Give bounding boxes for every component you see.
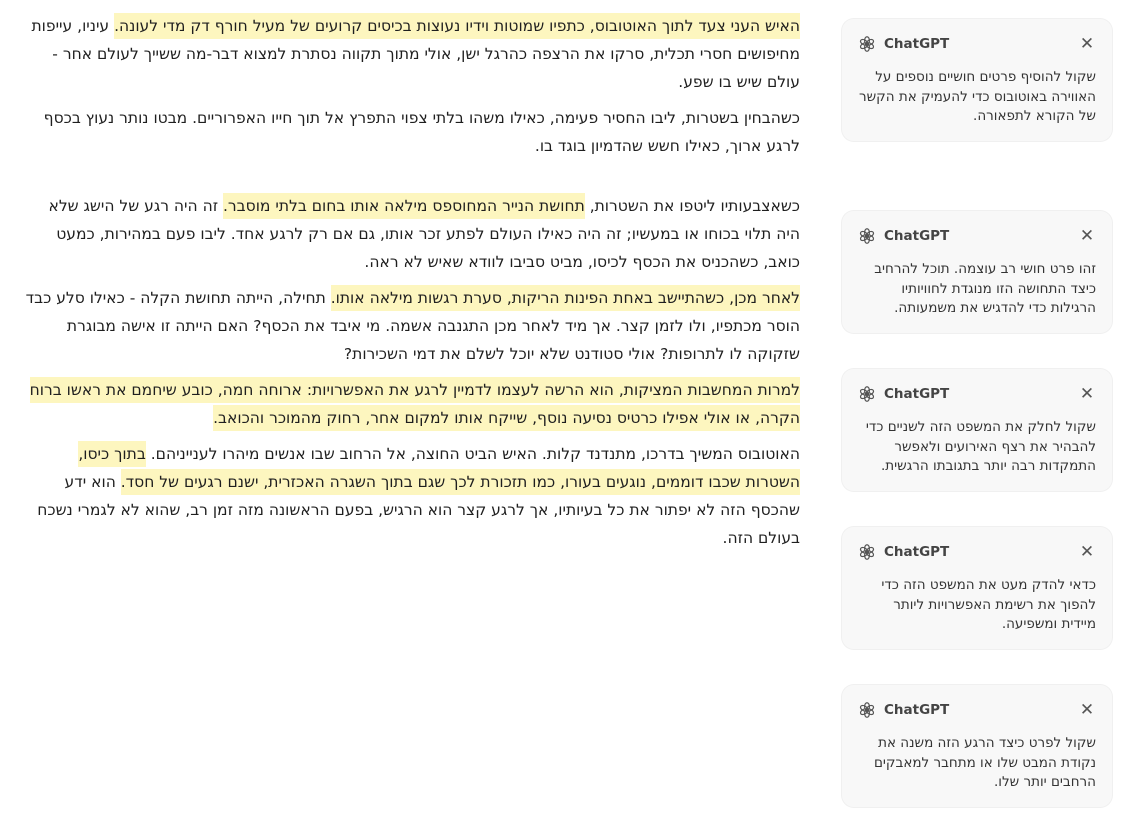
chatgpt-logo-icon (858, 543, 876, 561)
paragraph[interactable] (24, 440, 800, 552)
comment-author: ChatGPT (884, 702, 950, 718)
comment-text: זהו פרט חושי רב עוצמה. תוכל להרחיב כיצד התחושה הזו מנוגדת לחוויותיו הרגילות כדי להדגיש את משמעותה. (874, 261, 1096, 316)
comment-header (858, 699, 1096, 721)
comment-card[interactable] (842, 685, 1112, 807)
comment-card[interactable] (842, 369, 1112, 491)
comment-header (858, 541, 1096, 563)
paragraph-text: האוטובוס המשיך בדרכו, מתנדנד קלות. האיש הביט החוצה, אל הרחוב שבו אנשים מיהרו לענייניהם. (145, 445, 800, 463)
comment-header (858, 33, 1096, 55)
chatgpt-logo-icon (858, 227, 876, 245)
paragraph-text: זה היה רגע של הישג שלא היה תלוי בכוחו או במעשיו; זה היה כאילו העולם לפתע זכר אותו, גם אם רק לרגע אחד. ליבו פעם במהירות, כמעט כואב, כשהכניס את הכסף לכיסו, מביט סביבו לוודא שאיש לא ראה. (48, 197, 800, 271)
paragraph-text: כשאצבעותיו ליטפו את השטרות, (584, 197, 800, 215)
comment-text: כדאי להדק מעט את המשפט הזה כדי להפוך את רשימת האפשרויות ליותר מיידית ומשפיעה. (881, 577, 1096, 632)
highlighted-text[interactable]: לאחר מכן, כשהתיישב באחת הפינות הריקות, סערת רגשות מילאה אותו. (331, 285, 800, 311)
chatgpt-logo-icon (858, 35, 876, 53)
comment-author: ChatGPT (884, 386, 950, 402)
paragraph[interactable] (24, 12, 800, 96)
comment-author: ChatGPT (884, 36, 950, 52)
highlighted-text[interactable]: האיש העני צעד לתוך האוטובוס, כתפיו שמוטות וידיו נעוצות בכיסים קרועים של מעיל חורף דק מדי לעונה. (114, 13, 800, 39)
comment-card[interactable] (842, 211, 1112, 333)
comment-header (858, 383, 1096, 405)
comment-card[interactable] (842, 19, 1112, 141)
close-icon[interactable]: ✕ (1079, 384, 1095, 404)
comment-header (858, 225, 1096, 247)
paragraph-text: כשהבחין בשטרות, ליבו החסיר פעימה, כאילו משהו בלתי צפוי התפרץ אל תוך חייו האפרוריים. מבטו נותר נעוץ בכסף לרגע ארוך, כאילו חשש שהדמיון בוגד בו. (43, 109, 800, 155)
comment-text: שקול לחלק את המשפט הזה לשניים כדי להבהיר את רצף האירועים ולאפשר התמקדות רבה יותר בתגובתו הרגשית. (865, 419, 1096, 474)
highlighted-text[interactable]: תחושת הנייר המחוספס מילאה אותו בחום בלתי מוסבר. (223, 193, 585, 219)
comment-author: ChatGPT (884, 228, 950, 244)
close-icon[interactable]: ✕ (1079, 542, 1095, 562)
comment-text: שקול להוסיף פרטים חושיים נוספים על האווירה באוטובוס כדי להעמיק את הקשר של הקורא לתפאורה. (858, 69, 1096, 124)
paragraph-text: הוא ידע שהכסף הזה לא יפתור את כל בעיותיו, אך לרגע קצר הוא הרגיש, בפעם הראשונה מזה זמן רב, שהוא לא לגמרי נשכח בעולם הזה. (37, 473, 800, 547)
close-icon[interactable]: ✕ (1079, 34, 1095, 54)
paragraph[interactable] (24, 104, 800, 160)
comment-author: ChatGPT (884, 544, 950, 560)
highlighted-text[interactable]: בתוך כיסו, השטרות שכבו דוממים, נוגעים בעורו, כמו תזכורת לכך שגם בתוך השגרה האכזרית, ישנם רגעים של חסד. (78, 441, 800, 495)
close-icon[interactable]: ✕ (1079, 700, 1095, 720)
chatgpt-logo-icon (858, 701, 876, 719)
comment-card[interactable] (842, 527, 1112, 649)
paragraph[interactable] (24, 192, 800, 276)
paragraph[interactable] (24, 284, 800, 368)
paragraph-text: תחילה, הייתה תחושת הקלה - כאילו סלע כבד הוסר מכתפיו, ולו לזמן קצר. אך מיד לאחר מכן התגנבה אשמה. מי איבד את הכסף? האם הייתה זו אישה מבוגרת שזקוקה לו לתרופות? אולי סטודנט שלא יוכל לשלם את דמי השכירות? (25, 289, 800, 363)
chatgpt-logo-icon (858, 385, 876, 403)
comment-text: שקול לפרט כיצד הרגע הזה משנה את נקודת המבט שלו או מתחבר למאבקים הרחבים יותר שלו. (873, 735, 1096, 790)
paragraph[interactable] (24, 376, 800, 432)
paragraph-text: עיניו, עייפות מחיפושים חסרי תכלית, סרקו את הרצפה כהרגל ישן, אולי מתוך תקווה נסתרת למצוא דבר-מה ששייך לעולם אחר - עולם שיש בו שפע. (31, 17, 800, 91)
document-body[interactable] (24, 12, 800, 560)
highlighted-text[interactable]: למרות המחשבות המציקות, הוא הרשה לעצמו לדמיין לרגע את האפשרויות: ארוחה חמה, כובע שיחמם את ראשו ברוח הקרה, או אולי אפילו כרטיס נסיעה נוסף, שייקח אותו למקום אחר, רחוק מהמוכר והכואב. (30, 377, 800, 431)
close-icon[interactable]: ✕ (1079, 226, 1095, 246)
